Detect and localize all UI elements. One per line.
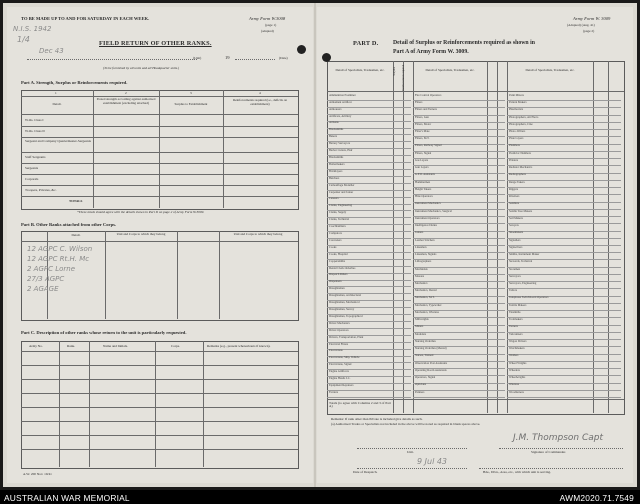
specialist-row-label: Electricians	[329, 348, 343, 353]
page-no-right: (page 2)	[583, 29, 595, 33]
specialist-row-label: Moulders	[415, 331, 427, 336]
part-b-col-detail: Detail.	[71, 233, 81, 237]
col-number: 2	[125, 91, 127, 95]
part-d-title-1: Detail of Surplus or Reinforcements required as shown in	[393, 40, 535, 46]
row-divider	[327, 134, 411, 135]
row-divider	[327, 245, 411, 246]
specialist-row-label: Gas Layers	[415, 157, 429, 162]
specialist-row-label: Sawyers	[509, 223, 519, 228]
specialist-row-label: Instrument Mechanics	[415, 201, 441, 206]
row-divider	[507, 368, 621, 369]
specialist-row-label: Telephone Switchboard Operators	[509, 295, 549, 300]
specialist-row-label: Draughtsmen, Topographical	[329, 313, 363, 318]
specialist-row-label: Electrical Fitters	[329, 341, 349, 346]
specialist-row-label: Saddlers	[509, 201, 519, 206]
specialist-row-label: Fitter's Mate	[415, 128, 430, 133]
bottom-note-1: Remarks: If rank other than Private is included give details as such.	[331, 417, 423, 421]
specialist-row-label: Surveyors, Engineering	[509, 280, 537, 285]
footer-institution: AUSTRALIAN WAR MEMORIAL	[4, 493, 130, 503]
col-header-posted: Posted strength according against authorised establishment (excluding attached)	[96, 97, 156, 105]
form-ref-right: Army Form W. 3009	[573, 16, 611, 21]
specialist-row-label: Instrument Operators	[415, 215, 440, 220]
specialist-row-label: Photographers, Air Photo	[509, 114, 539, 119]
specialist-row-label: Nursing Orderlies	[415, 338, 436, 343]
specialist-row-label: Caterers	[329, 196, 339, 201]
row-divider	[507, 267, 621, 268]
row-divider	[507, 245, 621, 246]
row-divider	[327, 397, 411, 398]
top-note: TO BE MADE UP TO AND FOR SATURDAY IN EACH WEEK.	[21, 16, 150, 21]
handwritten-line: 27/3 AGPC	[27, 275, 65, 283]
specialist-row-label: Hide Operators	[415, 194, 433, 199]
specialist-row-label: Barber Cutters, Hair	[329, 148, 353, 153]
specialist-row-label: Dental Clerk Orderlies	[329, 265, 356, 270]
part-b-col-unit: Unit and Corps to which they belong	[116, 232, 166, 236]
specialist-row-label: Draughtsmen, Survey	[329, 306, 355, 311]
unit-label: (Unit)	[193, 56, 202, 60]
specialist-row-label: Hammermen	[415, 179, 431, 184]
specialist-row-label: Signallers	[509, 237, 521, 242]
unit-label-right: Unit.	[407, 450, 414, 454]
part-b-title: Part B. Other Ranks attached from other Corps.	[21, 222, 117, 227]
specialist-row-label: Wheelwrights	[509, 375, 526, 380]
row-divider	[413, 390, 505, 391]
part-c-col-army-no: Army No.	[29, 344, 43, 348]
specialist-row-label: Concreters	[329, 237, 342, 242]
row-divider	[413, 100, 505, 101]
handwritten-stamp: Dec 43	[39, 47, 64, 55]
row-divider	[507, 288, 621, 289]
specialist-row-label: Radiator Mechanics	[509, 165, 533, 170]
row-divider	[507, 238, 621, 239]
specialist-row-label: Artificers, Artillery	[329, 113, 352, 118]
specialist-row-label: Lithographers	[415, 259, 432, 264]
specialist-row-label: Riggers	[509, 186, 518, 191]
handwritten-date: 9 Jul 43	[417, 457, 448, 466]
row-divider	[507, 187, 621, 188]
specialist-row-label: Radiographers	[509, 172, 526, 177]
left-page	[7, 7, 313, 483]
specialist-row-label: Pattern Makers	[509, 100, 527, 105]
totals-note: Totals (to agree with Columns 2 and 3 of Part A)	[329, 401, 391, 409]
specialist-row-label: Paint Mixers	[509, 92, 524, 97]
row-divider	[507, 317, 621, 318]
footer-accession-number: AWM2020.71.7549	[559, 493, 634, 503]
handwritten-line: 2 AGAGE	[27, 285, 59, 293]
col-header-detail: Detail.	[52, 102, 62, 106]
specialist-row-label: Boilermakers	[329, 161, 345, 166]
specialist-row-label: Pharmacists	[509, 107, 523, 112]
col-header-detail-3: Detail of Specialists, Tradesmen, etc.	[525, 68, 575, 72]
specialist-row-label: Photo-Writers	[509, 128, 526, 133]
specialist-row-label: Miners	[415, 324, 424, 329]
specialist-row-label: Coppersmiths	[329, 258, 346, 263]
col-header-surplus: Surplus	[393, 67, 396, 76]
specialist-row-label: Photographers, Cine	[509, 121, 533, 126]
row-divider	[507, 136, 621, 137]
specialist-row-label: Operators, Signal	[415, 375, 436, 380]
specialist-row-label: Dispatch Riders	[329, 272, 348, 277]
specialist-row-label: Masons	[415, 273, 424, 278]
furnish-note: (To be furnished by all units and all Headquarter units.)	[103, 66, 180, 70]
row-divider	[413, 274, 505, 275]
row-divider	[413, 332, 505, 333]
specialist-row-label: Intelligence Duties	[415, 223, 437, 228]
specialist-row-label: Ammunition Examiner	[329, 92, 356, 97]
handwritten-signature: J.M. Thompson Capt	[513, 433, 603, 443]
specialist-row-label: Camouflage Modeller	[329, 182, 355, 187]
specialist-row-label: Clerks, Engineering	[329, 203, 353, 208]
specialist-row-label: Driver Operators	[329, 327, 349, 332]
part-c-title: Part C. Description of other ranks whose return to the unit is particularly requested.	[21, 330, 187, 335]
specialist-row-label: Machinists	[415, 266, 428, 271]
part-a-title: Part A. Strength, Surplus or Reinforcements required.	[21, 80, 128, 85]
row-divider	[327, 176, 411, 177]
specialist-row-label: Welders	[509, 353, 519, 358]
specialist-row-label: Draughtsmen, Mechanical	[329, 300, 360, 305]
specialist-row-label: Dispensers	[329, 279, 342, 284]
specialist-row-label: Bricklayers	[329, 168, 343, 173]
part-c-col-corps: Corps.	[171, 344, 180, 348]
row-divider	[507, 158, 621, 159]
row-divider	[507, 223, 621, 224]
row-divider	[507, 216, 621, 217]
part-c-col-name: Name and Initials.	[103, 344, 128, 348]
specialist-row-label: Textile Makers	[509, 302, 527, 307]
specialist-row-label: Armament Artificer	[329, 99, 352, 104]
specialist-row-label: Printers	[509, 157, 518, 162]
specialist-row-label: Surveyors	[509, 273, 521, 278]
row-divider	[507, 194, 621, 195]
specialist-row-label: Millwrights	[415, 317, 429, 322]
specialist-row-label: Linesmen	[415, 244, 427, 249]
specialist-row-label: Height Takers	[415, 186, 432, 191]
specialist-row-label: Tailors	[509, 288, 517, 293]
specialist-row-label: Fitters, Motor	[415, 121, 432, 126]
specialist-row-label: Linesmen, Signals	[415, 252, 437, 257]
archive-footer	[0, 490, 640, 504]
specialist-row-label: Fitters	[415, 100, 423, 105]
specialist-row-label: Wheelers	[509, 367, 520, 372]
specialist-row-label: Saddle Tree Makers	[509, 208, 533, 213]
specialist-row-label: Mechanics, Typewriter	[415, 302, 442, 307]
specialist-row-label: Blacksmiths	[329, 154, 344, 159]
col-header-reinf: Reinforcements required	[402, 65, 405, 91]
specialist-row-label: Wagon Drivers	[509, 338, 527, 343]
col-header-reinforcements: Reinforcements required (i.e., deficits on establishment)	[232, 98, 288, 106]
specialist-row-label: Farriers	[329, 389, 338, 394]
specialist-row-label: Shoemakers	[509, 230, 524, 235]
date-of-despatch-label: Date of Despatch.	[353, 470, 378, 474]
row-label: Corporals	[25, 177, 39, 181]
specialist-row-label: Wireless	[509, 382, 519, 387]
specialist-row-label: Mechanics, Wireless	[415, 309, 439, 314]
handwritten-line: 2 AGPC Lorne	[27, 265, 76, 273]
col-number: 4	[259, 91, 261, 95]
year-prefix: 19	[225, 55, 230, 60]
specialist-row-label: Mechanics, Dental	[415, 288, 437, 293]
row-label: W.Os. Class I	[25, 118, 44, 122]
part-b-col-unit-2: Unit and Corps to which they belong	[233, 232, 283, 236]
row-label: W.Os. Class II	[25, 129, 45, 133]
specialist-row-label: Signwriters	[509, 244, 523, 249]
specialist-row-label: Nursing Orderlies (Mental)	[415, 346, 447, 351]
handwritten-year: N.I.S. 1942	[13, 25, 52, 33]
specialist-row-label: Draughtsmen	[329, 286, 345, 291]
specialist-row-label: Clerks, Supply	[329, 210, 347, 215]
specialist-row-label: Nurses, Trained	[415, 353, 434, 358]
specialist-row-label: Predictor Numbers	[509, 150, 531, 155]
row-label: Troopers, Privates, &c.	[25, 188, 57, 192]
specialist-row-label: Battery Surveyors	[329, 141, 350, 146]
specialist-row-label: Toolmakers	[509, 317, 523, 322]
adapted-right: (Adapted) (Aug. 41)	[567, 23, 595, 27]
col-header-detail-2: Detail of Specialists, Tradesmen, etc.	[425, 68, 475, 72]
specialist-row-label: Fitters, Signal	[415, 150, 432, 155]
specialist-row-label: Electricians, Signal	[329, 362, 352, 367]
specialist-row-label: Opticians	[415, 382, 427, 387]
col-header-surplus: Surplus to Establishment	[174, 102, 208, 106]
specialist-row-label: Plumbers	[509, 143, 520, 148]
part-a-table	[21, 90, 299, 210]
specialist-row-label: Sail Makers	[509, 215, 523, 220]
specialist-row-label: Fitters and Turners	[415, 107, 437, 112]
part-c-col-remarks: Remarks (e.g., present whereabouts if known).	[207, 344, 271, 348]
specialist-row-label: Drivers, Transportation, Plant	[329, 334, 364, 339]
specialist-row-label: Butchers	[329, 175, 340, 180]
specialist-row-label: Fitters, M.T.	[415, 136, 430, 141]
row-divider	[507, 310, 621, 311]
specialist-row-label: Tinsmiths	[509, 309, 521, 314]
specialist-row-label: Cooks, Hospital	[329, 251, 348, 256]
specialist-row-label: Plate Layers	[509, 136, 524, 141]
specialist-row-label: Bakers	[329, 134, 338, 139]
handwritten-line: 12 AGPC C. Wilson	[27, 245, 93, 253]
specialist-row-label: Equipment Repairers	[329, 382, 354, 387]
handwritten-page-ref: 1/4	[17, 35, 30, 44]
row-label: Staff Sergeants	[25, 155, 46, 159]
specialist-row-label: Engine Artificers	[329, 369, 349, 374]
specialist-row-label: Vulcanizers	[509, 331, 523, 336]
specialist-row-label: Electricians, Ship, Vehicle	[329, 355, 360, 360]
document-sheet	[3, 3, 637, 487]
specialist-row-label: Draughtsmen, Architectural	[329, 293, 362, 298]
specialist-row-label: Storemen	[509, 266, 521, 271]
part-d-label: PART D.	[353, 40, 379, 47]
specialist-row-label: Instrument Mechanics, Surgical	[415, 208, 452, 213]
signature-label: Signature of Commander.	[531, 450, 566, 454]
specialist-row-label: Fire Control Operators	[415, 92, 442, 97]
punch-hole	[297, 45, 306, 54]
specialist-row-label: Engine Hands I.C.	[329, 376, 351, 381]
specialist-row-label: Observation Post Assistants	[415, 360, 448, 365]
row-divider	[327, 390, 411, 391]
specialist-row-label: Artisans	[329, 120, 339, 125]
bde-label: Bde., Divn., Area, etc., with which unit is serving.	[483, 470, 551, 474]
part-d-title-2: Part A of Army Form W. 3009.	[393, 49, 469, 55]
center-fold	[314, 3, 316, 487]
col-header-detail-1: Detail of Specialists, Tradesmen, etc.	[335, 68, 385, 72]
specialist-row-label: Operating Room Assistants	[415, 367, 447, 372]
specialist-row-label: Fitters, Railway Signal	[415, 143, 442, 148]
specialist-row-label: Rivetters	[509, 194, 520, 199]
col-number: 1	[55, 91, 57, 95]
specialist-row-label: Watchmakers	[509, 346, 525, 351]
specialist-row-label: Clerks, Technical	[329, 217, 350, 222]
specialist-row-label: Fitters, Gun	[415, 114, 429, 119]
row-divider	[507, 397, 621, 398]
specialist-row-label: Computors	[329, 230, 342, 235]
handwritten-line: 12 AGPC Rt.H. Mc	[27, 255, 90, 263]
part-c-col-rank: Rank.	[67, 344, 76, 348]
specialist-row-label: Turners	[509, 324, 518, 329]
row-divider	[507, 332, 621, 333]
specialist-row-label: Wheel Wrights	[509, 360, 527, 365]
row-label: Sergeant and Company Quartermaster-Sergeants	[25, 139, 91, 143]
col-number: 3	[190, 91, 192, 95]
part-a-note: *These totals should agree with the details shown in Part D on page 2 of Army Form W.3009.	[77, 210, 205, 214]
specialist-row-label: Painters	[415, 389, 425, 394]
specialist-row-label: Driver Mechanics	[329, 320, 350, 325]
form-title: FIELD RETURN OF OTHER RANKS.	[99, 40, 212, 47]
adapted-note: (adapted)	[261, 29, 274, 33]
specialist-row-label: Woodturners	[509, 389, 524, 394]
totals-label: TOTALS	[69, 199, 83, 203]
specialist-row-label: Gun Layers	[415, 165, 429, 170]
row-divider	[507, 390, 621, 391]
specialist-row-label: Smiths, Instrument Maker	[509, 252, 540, 257]
specialist-row-label: Blacksmiths	[329, 127, 344, 132]
row-divider	[413, 397, 505, 398]
row-divider	[507, 107, 621, 108]
bottom-note-2: (a) Authorised Trades or Specialists not included in the above will be noted as required in blank spaces above.	[331, 422, 481, 426]
specialist-row-label: Stewards, Technical	[509, 259, 533, 264]
specialist-row-label: Mechanics, M.T.	[415, 295, 435, 300]
row-label: Sergeants	[25, 166, 39, 170]
form-ref: Army Form W.3008	[249, 16, 286, 21]
specialist-row-label: G.P.O. Assistants	[415, 172, 435, 177]
form-code: A.W. 200 Nov. 19/41	[23, 472, 52, 476]
punch-hole	[322, 53, 331, 62]
right-page	[317, 7, 633, 483]
specialist-row-label: Mechanics	[415, 280, 428, 285]
specialist-row-label: Cooks	[329, 244, 337, 249]
page-no: (page 1)	[265, 23, 277, 27]
specialist-row-label: Leather Stitchers	[415, 237, 435, 242]
specialist-row-label: Armourers	[329, 106, 342, 111]
row-divider	[507, 274, 621, 275]
row-divider	[413, 245, 505, 246]
specialist-row-label: Carpenter and Joiner	[329, 189, 354, 194]
specialist-row-label: Coachbuilders	[329, 224, 346, 229]
date-label: (Date)	[279, 56, 288, 60]
specialist-row-label: Joiners	[415, 230, 424, 235]
specialist-row-label: Range Takers	[509, 179, 525, 184]
